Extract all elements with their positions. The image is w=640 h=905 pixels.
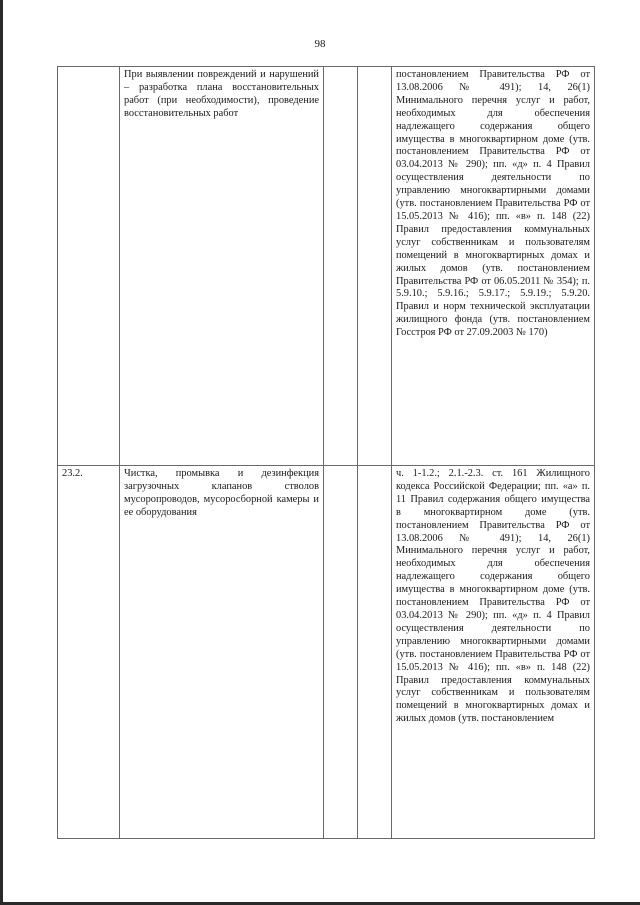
table-row (58, 67, 595, 466)
table-row (58, 466, 595, 839)
work-description-cell: При выявлении повреждений и нарушений – разработка плана восстановительных работ (при необходимости), проведение восстановительных работ (120, 67, 324, 466)
scan-left-edge (0, 0, 3, 905)
empty-cell (324, 67, 358, 466)
item-number-cell (58, 67, 120, 466)
empty-cell (358, 67, 392, 466)
work-description-cell: Чистка, промывка и дезинфекция загрузочных клапанов стволов мусоропроводов, мусоросборной камеры и ее оборудования (120, 466, 324, 839)
empty-cell (324, 466, 358, 839)
regulation-table (57, 66, 595, 839)
legal-basis-cell: ч. 1-1.2.; 2.1.-2.3. ст. 161 Жилищного кодекса Российской Федерации; пп. «а» п. 11 Правил содержания общего имущества в многоквартирном доме (утв. постановлением Правительства РФ от 13.08.2006 № 491); 14, 26(1) Минимального перечня услуг и работ, необходимых для обеспечения надлежащего содержания общего имущества в многоквартирном доме (утв. постановлением Правительства РФ от 03.04.2013 № 290); пп. «д» п. 4 Правил осуществления деятельности по управлению многоквартирными домами (утв. постановлением Правительства РФ от 15.05.2013 № 416); пп. «в» п. 148 (22) Правил предоставления коммунальных услуг собственникам и пользователям помещений в многоквартирных домах и жилых домов (утв. постановлением (392, 466, 595, 839)
page-number: 98 (314, 38, 326, 50)
legal-basis-cell: постановлением Правительства РФ от 13.08.2006 № 491); 14, 26(1) Минимального перечня услуг и работ, необходимых для обеспечения надлежащего содержания общего имущества в многоквартирном доме (утв. постановлением Правительства РФ от 03.04.2013 № 290); пп. «д» п. 4 Правил осуществления деятельности по управлению многоквартирными домами (утв. постановлением Правительства РФ от 15.05.2013 № 416); пп. «в» п. 148 (22) Правил предоставления коммунальных услуг собственникам и пользователям помещений в многоквартирных домах и жилых домов (утв. постановлением Правительства РФ от 06.05.2011 № 354); п. 5.9.10.; 5.9.16.; 5.9.17.; 5.9.19.; 5.9.20. Правил и норм технической эксплуатации жилищного фонда (утв. постановлением Госстроя РФ от 27.09.2003 № 170) (392, 67, 595, 466)
empty-cell (358, 466, 392, 839)
item-number-cell: 23.2. (58, 466, 120, 839)
